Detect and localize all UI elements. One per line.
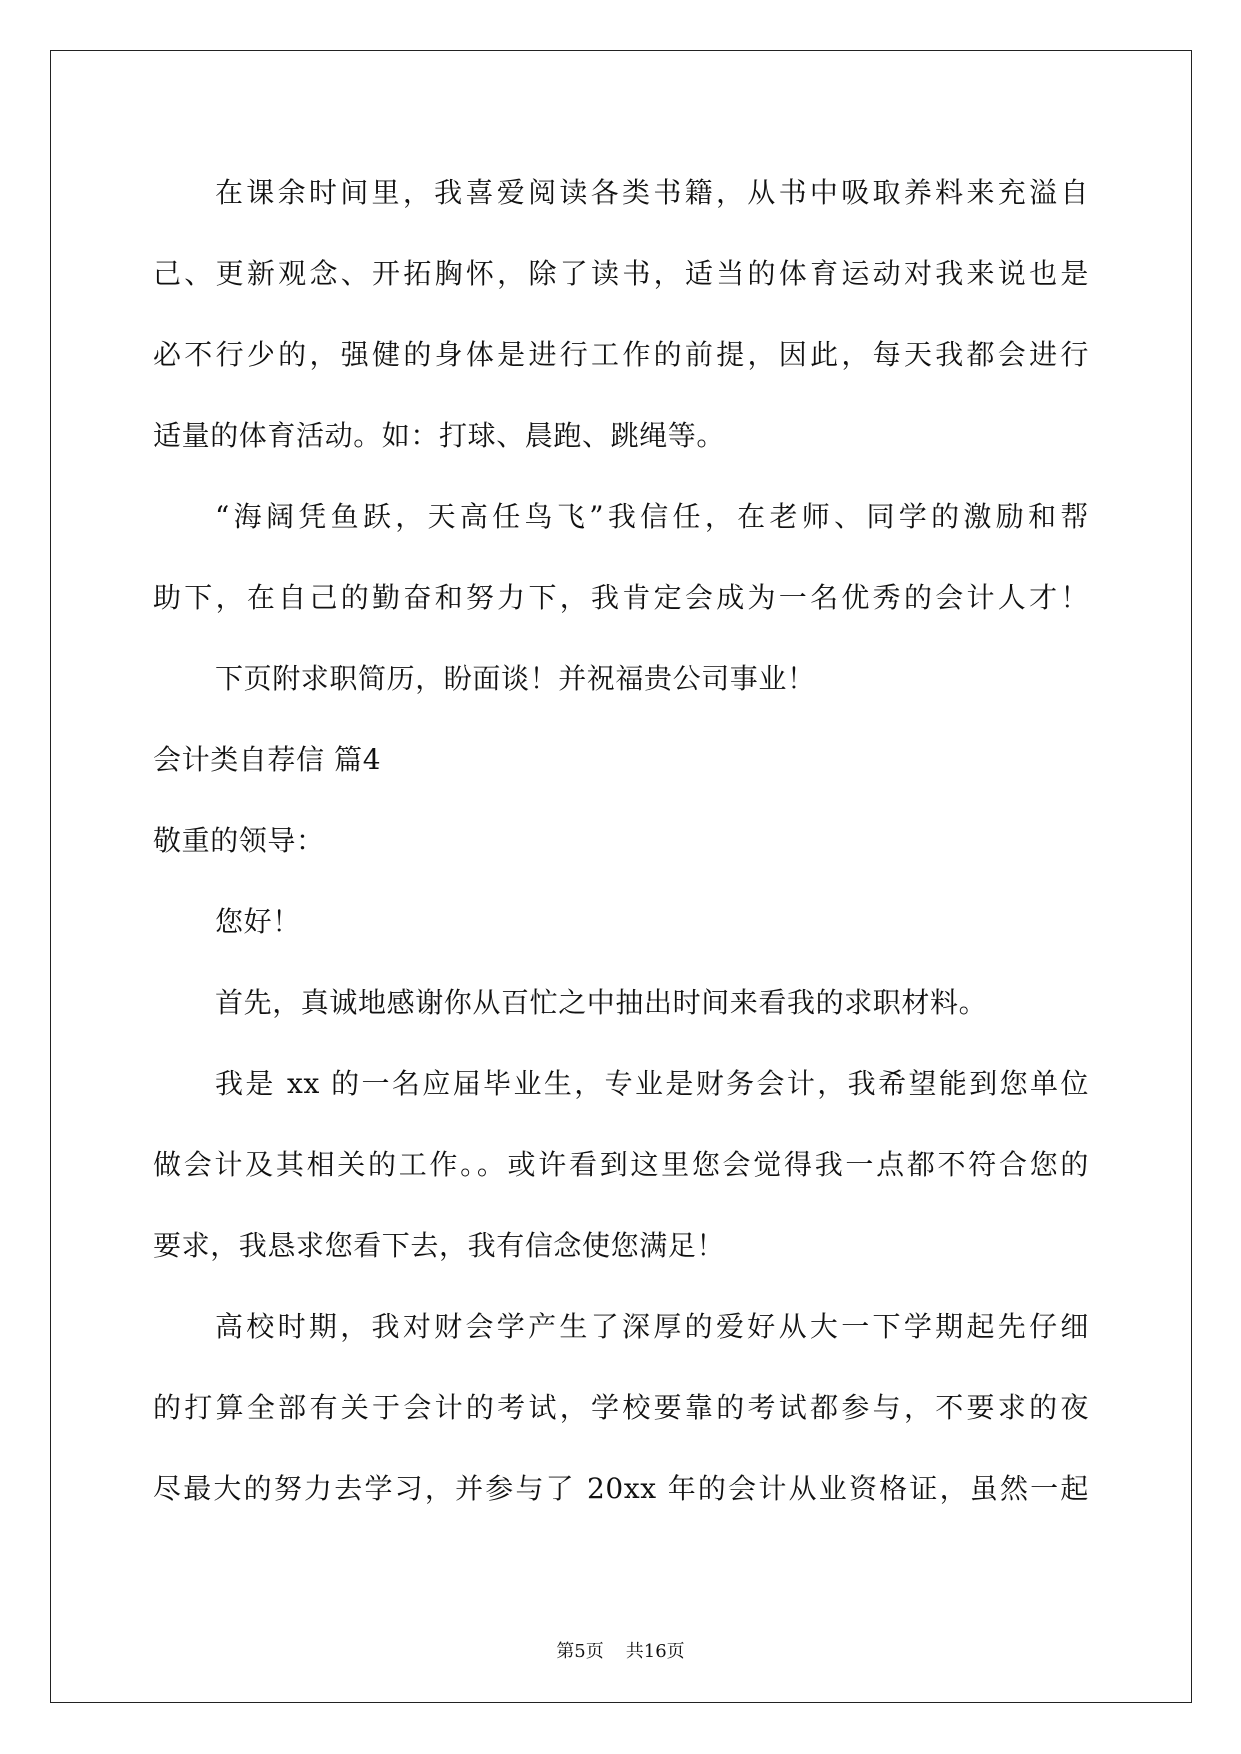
text-line: 我是 xx 的一名应届毕业生，专业是财务会计，我希望能到您单位	[215, 1067, 1089, 1100]
text-line: 在课余时间里，我喜爱阅读各类书籍，从书中吸取养料来充溢自	[215, 176, 1089, 209]
text-line: 要求，我恳求您看下去，我有信念使您满足！	[153, 1229, 726, 1262]
section-heading: 会计类自荐信 篇4	[153, 743, 382, 776]
text-line: 的打算全部有关于会计的考试，学校要靠的考试都参与，不要求的夜	[153, 1391, 1089, 1424]
text-line: 做会计及其相关的工作。。或许看到这里您会觉得我一点都不符合您的	[153, 1148, 1089, 1181]
text-line: 尽最大的努力去学习，并参与了 20xx 年的会计从业资格证，虽然一起	[153, 1472, 1089, 1505]
text-line: 助下，在自己的勤奋和努力下，我肯定会成为一名优秀的会计人才！	[153, 581, 1089, 614]
text-line: 必不行少的，强健的身体是进行工作的前提，因此，每天我都会进行	[153, 338, 1089, 371]
text-line: 首先，真诚地感谢你从百忙之中抽出时间来看我的求职材料。	[215, 986, 988, 1019]
page-number: 第5页	[556, 1641, 604, 1662]
text-line: 高校时期，我对财会学产生了深厚的爱好从大一下学期起先仔细	[215, 1310, 1089, 1343]
text-line: 己、更新观念、开拓胸怀，除了读书，适当的体育运动对我来说也是	[153, 257, 1089, 290]
salutation: 敬重的领导：	[153, 824, 325, 857]
greeting: 您好！	[215, 905, 301, 938]
page-footer	[0, 1637, 1241, 1663]
document-body	[153, 165, 1089, 1542]
page-total: 共16页	[625, 1641, 685, 1662]
text-line: 适量的体育活动。如：打球、晨跑、跳绳等。	[153, 419, 726, 452]
text-line: 下页附求职简历，盼面谈！并祝福贵公司事业！	[215, 662, 816, 695]
text-line: “海阔凭鱼跃，天高任鸟飞”我信任，在老师、同学的激励和帮	[215, 500, 1089, 533]
